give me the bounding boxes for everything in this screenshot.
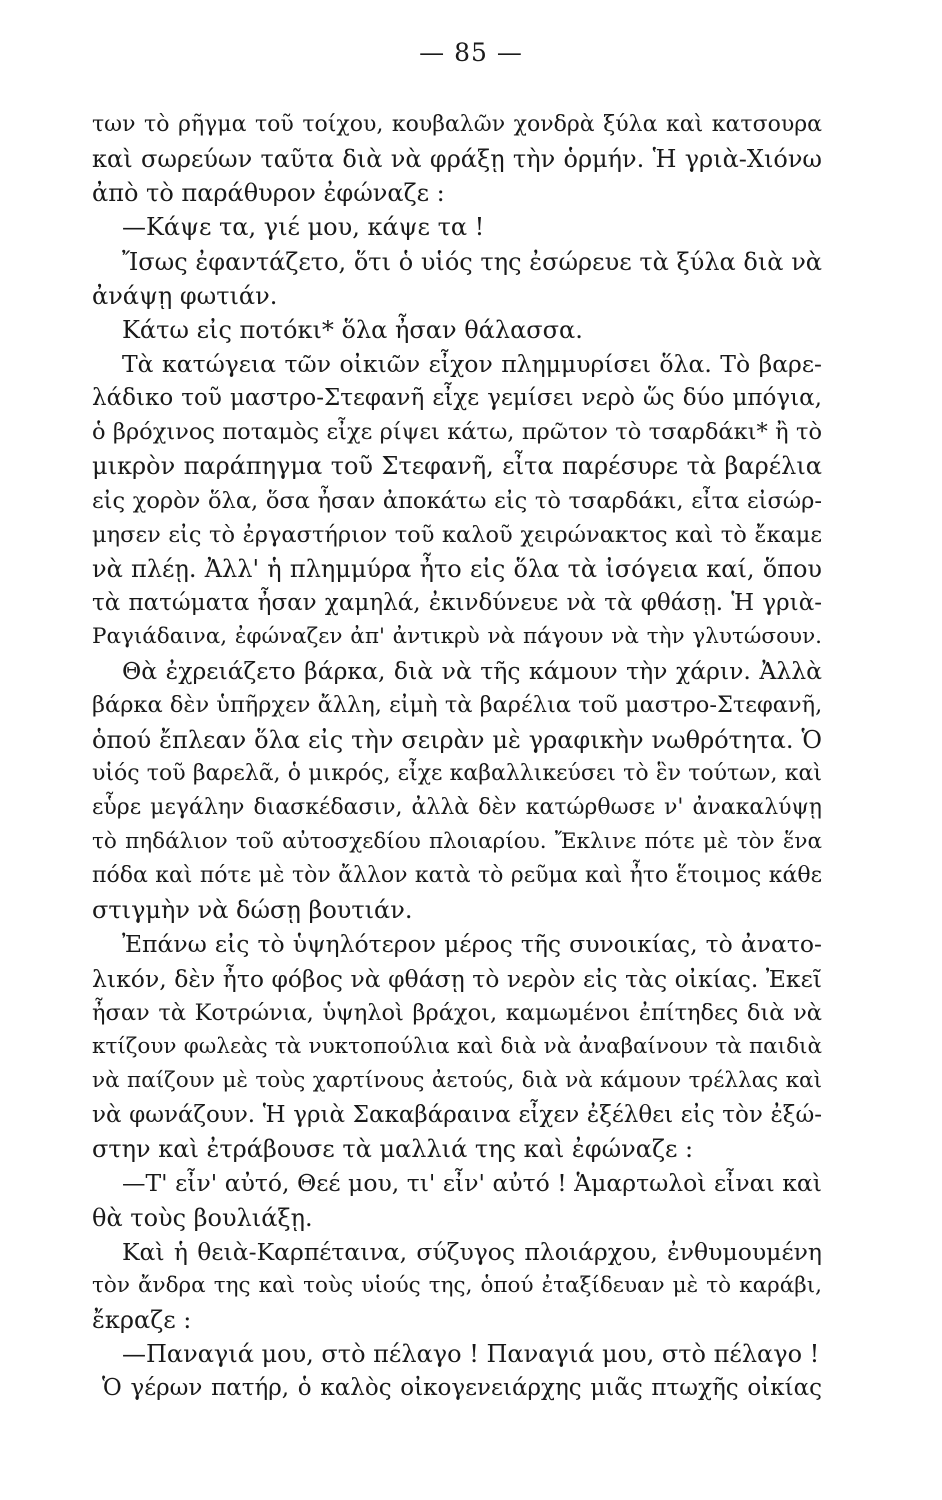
text-line: ἦσαν τὰ Κοτρώνια, ὑψηλοὶ βράχοι, καμωμένοι ἐπίτηδες διὰ νὰ [92, 999, 822, 1026]
text-line: Ραγιάδαινα, ἐφώναζεν ἀπ' ἀντικρὺ νὰ πάγουν νὰ τὴν γλυτώσουν. [92, 624, 822, 650]
text-line: στην καὶ ἐτράβουσε τὰ μαλλιά της καὶ ἐφώναζε : [92, 1135, 694, 1164]
text-line: Ὁ γέρων πατήρ, ὁ καλὸς οἰκογενειάρχης μιᾶς πτωχῆς οἰκίας [102, 1375, 822, 1402]
text-line: καὶ σωρεύων ταῦτα διὰ νὰ φράξῃ τὴν ὁρμήν. Ἡ γριὰ-Χιόνω [92, 145, 822, 174]
text-line: Τὰ κατώγεια τῶν οἰκιῶν εἶχον πλημμυρίσει ὅλα. Τὸ βαρε- [122, 349, 822, 378]
text-line: πόδα καὶ πότε μὲ τὸν ἄλλον κατὰ τὸ ρεῦμα καὶ ἦτο ἕτοιμος κάθε [92, 863, 822, 889]
text-line: νὰ πλέῃ. Ἀλλ' ἡ πλημμύρα ἦτο εἰς ὅλα τὰ ἰσόγεια καί, ὅπου [92, 554, 822, 583]
text-line: εὗρε μεγάλην διασκέδασιν, ἀλλὰ δὲν κατώρθωσε ν' ἀνακαλύψῃ [92, 794, 822, 820]
text-line: ἀνάψῃ φωτιάν. [92, 281, 278, 310]
text-line: ἀπὸ τὸ παράθυρον ἐφώναζε : [92, 179, 445, 208]
text-line: τὰ πατώματα ἦσαν χαμηλά, ἐκινδύνευε νὰ τὰ φθάσῃ. Ἡ γριὰ- [92, 589, 822, 616]
text-line: εἰς χορὸν ὅλα, ὅσα ἦσαν ἀποκάτω εἰς τὸ τσαρδάκι, εἶτα εἰσώρ- [92, 487, 822, 514]
text-line: ἔκραζε : [92, 1305, 192, 1334]
text-line: ὁπού ἔπλεαν ὅλα εἰς τὴν σειρὰν μὲ γραφικὴν νωθρότητα. Ὁ [92, 725, 822, 754]
text-line: κτίζουν φωλεὰς τὰ νυκτοπούλια καὶ διὰ νὰ ἀναβαίνουν τὰ παιδιὰ [92, 1033, 822, 1059]
text-line: νὰ φωνάζουν. Ἡ γριὰ Σακαβάραινα εἶχεν ἐξέλθει εἰς τὸν ἐξώ- [92, 1102, 822, 1129]
text-line: —Τ' εἶν' αὐτό, Θεέ μου, τι' εἶν' αὐτό ! Ἁμαρτωλοὶ εἶναι καὶ [122, 1169, 822, 1198]
text-line: λάδικο τοῦ μαστρο-Στεφανῆ εἶχε γεμίσει νερὸ ὥς δύο μπόγια, [92, 385, 822, 412]
text-line: βάρκα δὲν ὑπῆρχεν ἄλλη, εἰμὴ τὰ βαρέλια τοῦ μαστρο-Στεφανῆ, [92, 692, 823, 719]
text-line: ὁ βρόχινος ποταμὸς εἶχε ρίψει κάτω, πρῶτον τὸ τσαρδάκι* ἢ τὸ [92, 419, 822, 446]
text-line: τὸ πηδάλιον τοῦ αὐτοσχεδίου πλοιαρίου. Ἔκλινε πότε μὲ τὸν ἕνα [92, 828, 822, 854]
text-line: —Κάψε τα, γιέ μου, κάψε τα ! [122, 213, 485, 242]
text-line: λικόν, δὲν ἦτο φόβος νὰ φθάσῃ τὸ νερὸν εἰς τὰς οἰκίας. Ἐκεῖ [92, 964, 822, 993]
text-line: Κάτω εἰς ποτόκι* ὅλα ἦσαν θάλασσα. [122, 315, 583, 344]
text-line: των τὸ ρῆγμα τοῦ τοίχου, κουβαλῶν χονδρὰ ξύλα καὶ κατσουρα [92, 112, 822, 137]
text-line: νὰ παίζουν μὲ τοὺς χαρτίνους ἀετούς, διὰ νὰ κάμουν τρέλλας καὶ [92, 1067, 822, 1093]
text-line: τὸν ἄνδρα της καὶ τοὺς υἱούς της, ὁπού ἐταξίδευαν μὲ τὸ καράβι, [92, 1272, 822, 1298]
text-line: —Παναγιά μου, στὸ πέλαγο ! Παναγιά μου, στὸ πέλαγο ! [122, 1340, 820, 1369]
text-line: μησεν εἰς τὸ ἐργαστήριον τοῦ καλοῦ χειρώνακτος καὶ τὸ ἔκαμε [92, 521, 822, 548]
text-line: θὰ τοὺς βουλιάξῃ. [92, 1203, 313, 1232]
text-line: μικρὸν παράπηγμα τοῦ Στεφανῆ, εἶτα παρέσυρε τὰ βαρέλια [92, 452, 822, 481]
text-line: Ἴσως ἐφαντάζετο, ὅτι ὁ υἱός της ἐσώρευε τὰ ξύλα διὰ νὰ [122, 247, 822, 276]
text-line: υἱός τοῦ βαρελᾶ, ὁ μικρός, εἶχε καβαλλικεύσει τὸ ἓν τούτων, καὶ [92, 760, 822, 786]
body-text [92, 108, 822, 1405]
text-line: στιγμὴν νὰ δώσῃ βουτιάν. [92, 896, 413, 925]
text-line: Καὶ ἡ θειὰ-Καρπέταινα, σύζυγος πλοιάρχου, ἐνθυμουμένη [122, 1237, 822, 1266]
text-line: Θὰ ἐχρειάζετο βάρκα, διὰ νὰ τῆς κάμουν τὴν χάριν. Ἀλλὰ [122, 657, 822, 686]
page-number: — 85 — [419, 38, 523, 67]
text-line: Ἐπάνω εἰς τὸ ὑψηλότερον μέρος τῆς συνοικίας, τὸ ἀνατο- [122, 930, 822, 959]
